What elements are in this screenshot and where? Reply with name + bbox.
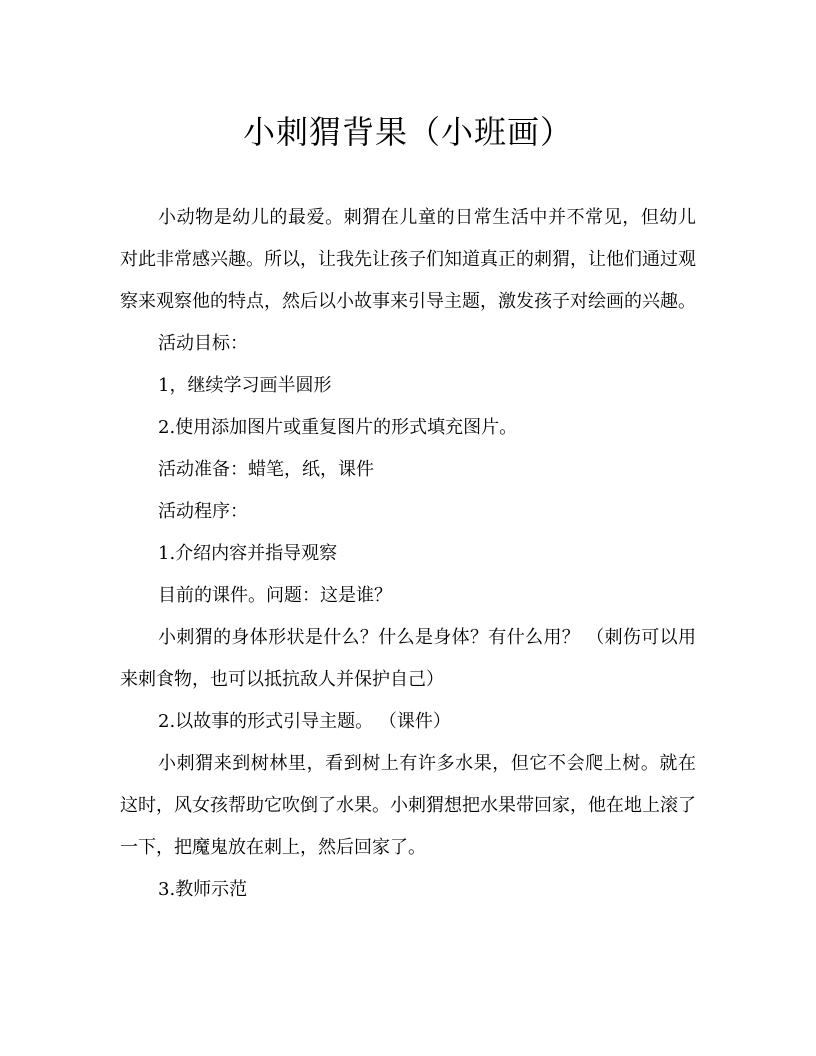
objective-item-1: 1，继续学习画半圆形: [158, 375, 332, 396]
procedure-step-1: 1.介绍内容并指导观察: [158, 543, 338, 564]
procedure-heading: 活动程序：: [158, 501, 248, 522]
procedure-step-3: 3.教师示范: [158, 879, 248, 900]
courseware-question: 目前的课件。问题：这是谁？: [158, 585, 392, 606]
document-title: 小刺猬背果（小班画）: [242, 113, 573, 151]
intro-paragraph: 小动物是幼儿的最爱。刺猬在儿童的日常生活中并不常见，但幼儿对此非常感兴趣。所以，让我先让孩子们知道真正的刺猬，让他们通过观察来观察他的特点，然后以小故事来引导主题，激发孩子对绘画的兴趣。: [120, 207, 696, 312]
document-body: [120, 197, 696, 911]
story-paragraph: 小刺猬来到树林里，看到树上有许多水果，但它不会爬上树。就在这时，风女孩帮助它吹倒了水果。小刺猬想把水果带回家，他在地上滚了一下，把魔鬼放在刺上，然后回家了。: [120, 753, 696, 858]
body-shape-question: 小刺猬的身体形状是什么？什么是身体？有什么用？ （刺伤可以用来刺食物，也可以抵抗敌人并保护自己）: [120, 627, 696, 690]
preparation-paragraph: 活动准备：蜡笔，纸，课件: [158, 459, 374, 480]
objectives-heading: 活动目标：: [158, 333, 248, 354]
objective-item-2: 2.使用添加图片或重复图片的形式填充图片。: [158, 417, 518, 438]
procedure-step-2: 2.以故事的形式引导主题。 （课件）: [158, 711, 451, 732]
